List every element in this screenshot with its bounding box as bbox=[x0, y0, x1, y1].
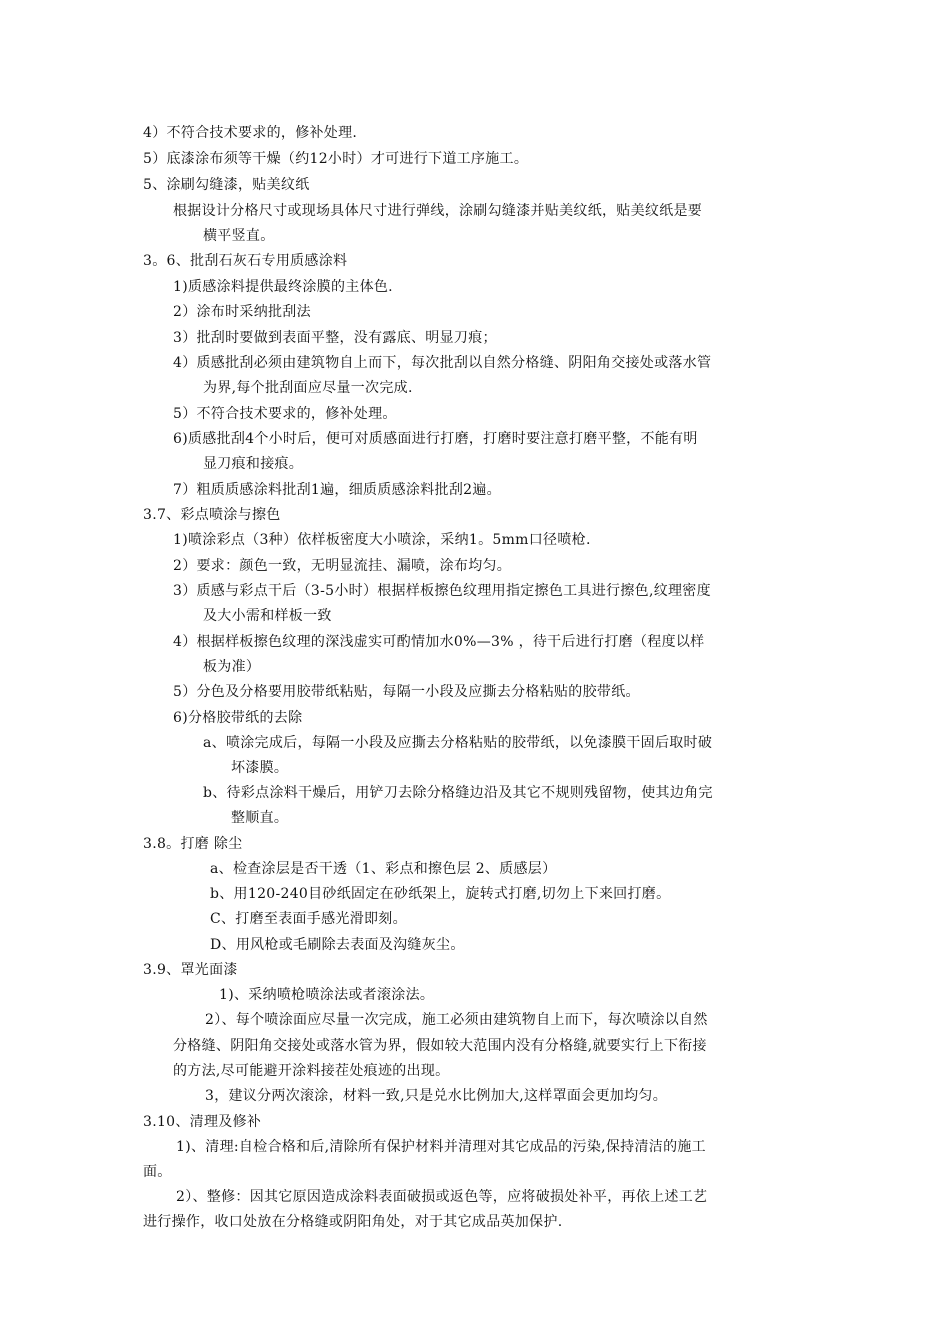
section-heading: 3.7、彩点喷涂与擦色 bbox=[143, 507, 281, 523]
text-line: a、喷涂完成后，每隔一小段及应撕去分格粘贴的胶带纸，以免漆膜干固后取时破 bbox=[203, 735, 713, 751]
text-line: 6)质感批刮4个小时后，便可对质感面进行打磨，打磨时要注意打磨平整，不能有明 bbox=[173, 431, 698, 447]
text-line: 7）粗质质感涂料批刮1遍，细质质感涂料批刮2遍。 bbox=[173, 482, 501, 498]
text-line: 5）不符合技术要求的，修补处理。 bbox=[173, 406, 397, 422]
text-line: 显刀痕和接痕。 bbox=[203, 456, 304, 472]
section-heading: 3.9、罩光面漆 bbox=[143, 962, 238, 978]
text-line: 5）分色及分格要用胶带纸粘贴，每隔一小段及应撕去分格粘贴的胶带纸。 bbox=[173, 684, 640, 700]
text-line: 4）质感批刮必须由建筑物自上而下，每次批刮以自然分格缝、阴阳角交接处或落水管 bbox=[173, 355, 712, 371]
section-heading: 5、涂刷勾缝漆，贴美纹纸 bbox=[143, 177, 310, 193]
text-line: 2）要求：颜色一致，无明显流挂、漏喷，涂布均匀。 bbox=[173, 558, 512, 574]
text-line: 的方法,尽可能避开涂料接茬处痕迹的出现。 bbox=[173, 1063, 450, 1079]
text-line: 2）、每个喷涂面应尽量一次完成，施工必须由建筑物自上而下，每次喷涂以自然 bbox=[205, 1012, 708, 1028]
text-line: a、检查涂层是否干透（1、彩点和擦色层 2、质感层） bbox=[210, 861, 557, 877]
text-line: 6)分格胶带纸的去除 bbox=[173, 710, 303, 726]
text-line: 整顺直。 bbox=[231, 810, 289, 826]
text-line: 根据设计分格尺寸或现场具体尺寸进行弹线，涂刷勾缝漆并贴美纹纸，贴美纹纸是要 bbox=[173, 203, 703, 219]
text-line: D、用风枪或毛刷除去表面及沟缝灰尘。 bbox=[210, 937, 465, 953]
text-line: C、打磨至表面手感光滑即刻。 bbox=[210, 911, 407, 927]
text-line: 分格缝、阴阳角交接处或落水管为界，假如较大范围内没有分格缝,就要实行上下衔接 bbox=[173, 1038, 707, 1054]
text-line: 坏漆膜。 bbox=[231, 760, 289, 776]
text-line: 1)喷涂彩点（3种）依样板密度大小喷涂，采纳1。5mm口径喷枪. bbox=[173, 532, 591, 548]
text-line: 面。 bbox=[143, 1164, 172, 1180]
section-heading: 3。6、批刮石灰石专用质感涂料 bbox=[143, 253, 348, 269]
text-line: 4）不符合技术要求的，修补处理. bbox=[143, 125, 358, 141]
text-line: 1)、清理:自检合格和后,清除所有保护材料并清理对其它成品的污染,保持清洁的施工 bbox=[176, 1139, 706, 1155]
text-line: 1)质感涂料提供最终涂膜的主体色. bbox=[173, 279, 393, 295]
text-line: 为界,每个批刮面应尽量一次完成. bbox=[203, 380, 413, 396]
section-heading: 3.8。打磨 除尘 bbox=[143, 836, 243, 852]
text-line: b、用120-240目砂纸固定在砂纸架上，旋转式打磨,切勿上下来回打磨。 bbox=[210, 886, 671, 902]
text-line: 及大小需和样板一致 bbox=[203, 608, 332, 624]
text-line: 3，建议分两次滚涂，材料一致,只是兑水比例加大,这样罩面会更加均匀。 bbox=[205, 1088, 668, 1104]
text-line: 1)、采纳喷枪喷涂法或者滚涂法。 bbox=[219, 987, 435, 1003]
text-line: 2）涂布时采纳批刮法 bbox=[173, 304, 311, 320]
text-line: 3）批刮时要做到表面平整，没有露底、明显刀痕； bbox=[173, 330, 497, 346]
text-line: 2）、整修：因其它原因造成涂料表面破损或返色等，应将破损处补平，再依上述工艺 bbox=[176, 1189, 708, 1205]
text-line: 板为准） bbox=[203, 659, 261, 675]
text-line: 5）底漆涂布须等干燥（约12小时）才可进行下道工序施工。 bbox=[143, 151, 529, 167]
section-heading: 3.10、清理及修补 bbox=[143, 1114, 262, 1130]
text-line: b、待彩点涂料干燥后，用铲刀去除分格缝边沿及其它不规则残留物，使其边角完 bbox=[203, 785, 713, 801]
text-line: 横平竖直。 bbox=[203, 228, 275, 244]
text-line: 3）质感与彩点干后（3-5小时）根据样板擦色纹理用指定擦色工具进行擦色,纹理密度 bbox=[173, 583, 711, 599]
text-line: 进行操作，收口处放在分格缝或阴阳角处，对于其它成品英加保护. bbox=[143, 1214, 563, 1230]
text-line: 4）根据样板擦色纹理的深浅虚实可酌情加水0%—3% ，待干后进行打磨（程度以样 bbox=[173, 634, 705, 650]
